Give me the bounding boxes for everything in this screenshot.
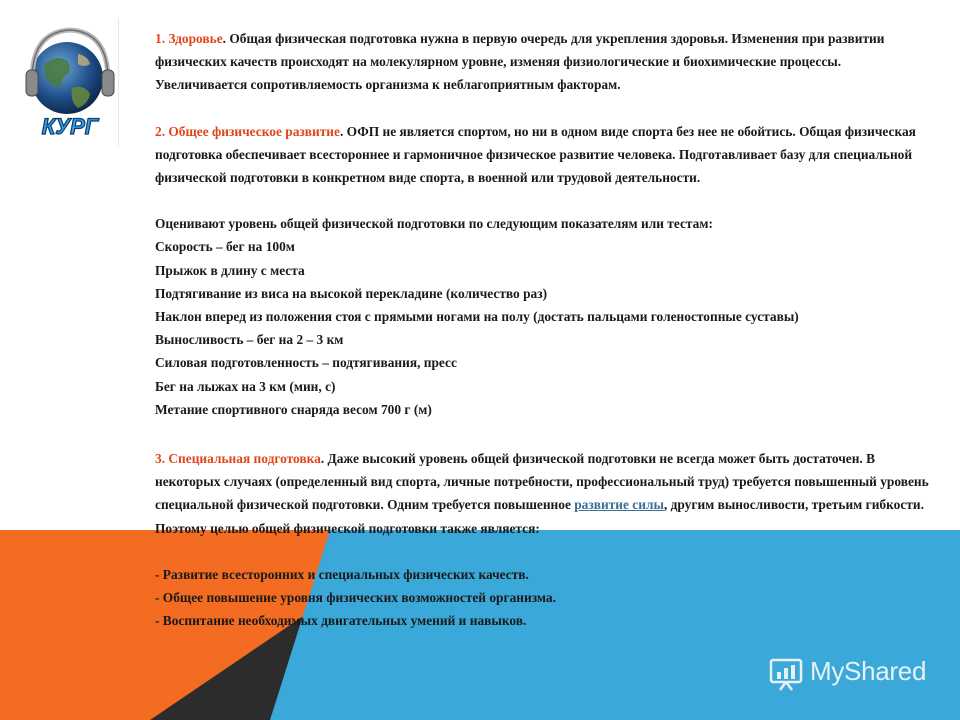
- earth-globe-icon: [31, 42, 103, 114]
- section-special-text: . Даже высокий уровень общей физической подготовки не всегда может быть достаточен. В некоторых случаях (определенный вид спорта, личные потребности, профессиональный труд) требуется повышенный уровень специальной физической подготовки. Одним требуется повышенное: [155, 451, 929, 513]
- section-development-heading: 2. Общее физическое развитие: [155, 123, 340, 139]
- section-development: [155, 120, 935, 190]
- goal-item: - Развитие всесторонних и специальных физических качеств.: [155, 566, 529, 582]
- test-item: Скорость – бег на 100м: [155, 239, 295, 255]
- section-health-heading: 1. Здоровье: [155, 31, 223, 46]
- strength-development-link[interactable]: развитие силы: [574, 497, 664, 513]
- presentation-board-icon: [768, 656, 804, 692]
- logo-text: КУРГ: [41, 114, 99, 139]
- test-item: Подтягивание из виса на высокой перекладине (количество раз): [155, 285, 548, 301]
- logo-divider: [118, 18, 119, 146]
- slide-content: [155, 27, 935, 632]
- section-health-text: . Общая физическая подготовка нужна в первую очередь для укрепления здоровья. Изменения при развитии физических качеств происходят на молекулярном уровне, изменяя физиологические и биохимические процессы. Увеличивается сопротивляемость организма к неблагоприятным факторам.: [155, 31, 885, 93]
- goal-item: - Воспитание необходимых двигательных умений и навыков.: [155, 613, 527, 629]
- watermark: [768, 654, 943, 694]
- test-item: Силовая подготовленность – подтягивания, пресс: [155, 355, 457, 371]
- test-item: Выносливость – бег на 2 – 3 км: [155, 332, 344, 348]
- watermark-text: MyShared: [810, 656, 927, 686]
- section-special: [155, 447, 935, 540]
- test-item: Наклон вперед из положения стоя с прямыми ногами на полу (достать пальцами голеностопные суставы): [155, 309, 799, 325]
- section-development-text: . ОФП не является спортом, но ни в одном виде спорта без нее не обойтись. Общая физическая подготовка обеспечивает всестороннее и гармоничное физическое развитие человека. Подготавливает базу для специальной физической подготовки в конкретном виде спорта, в военной или трудовой деятельности.: [155, 123, 916, 186]
- test-item: Прыжок в длину с места: [155, 262, 305, 278]
- test-item: Метание спортивного снаряда весом 700 г (м): [155, 401, 432, 417]
- goal-item: - Общее повышение уровня физических возможностей организма.: [155, 590, 556, 606]
- test-item: Бег на лыжах на 3 км (мин, с): [155, 378, 336, 394]
- section-special-text-end: , другим выносливости, третьим гибкости. Поэтому целью общей физической подготовки также является:: [155, 497, 924, 536]
- logo: [22, 18, 118, 146]
- section-special-heading: 3. Специальная подготовка: [155, 451, 321, 467]
- tests-intro: Оценивают уровень общей физической подготовки по следующим показателям или тестам:: [155, 216, 713, 232]
- section-health: [155, 27, 935, 97]
